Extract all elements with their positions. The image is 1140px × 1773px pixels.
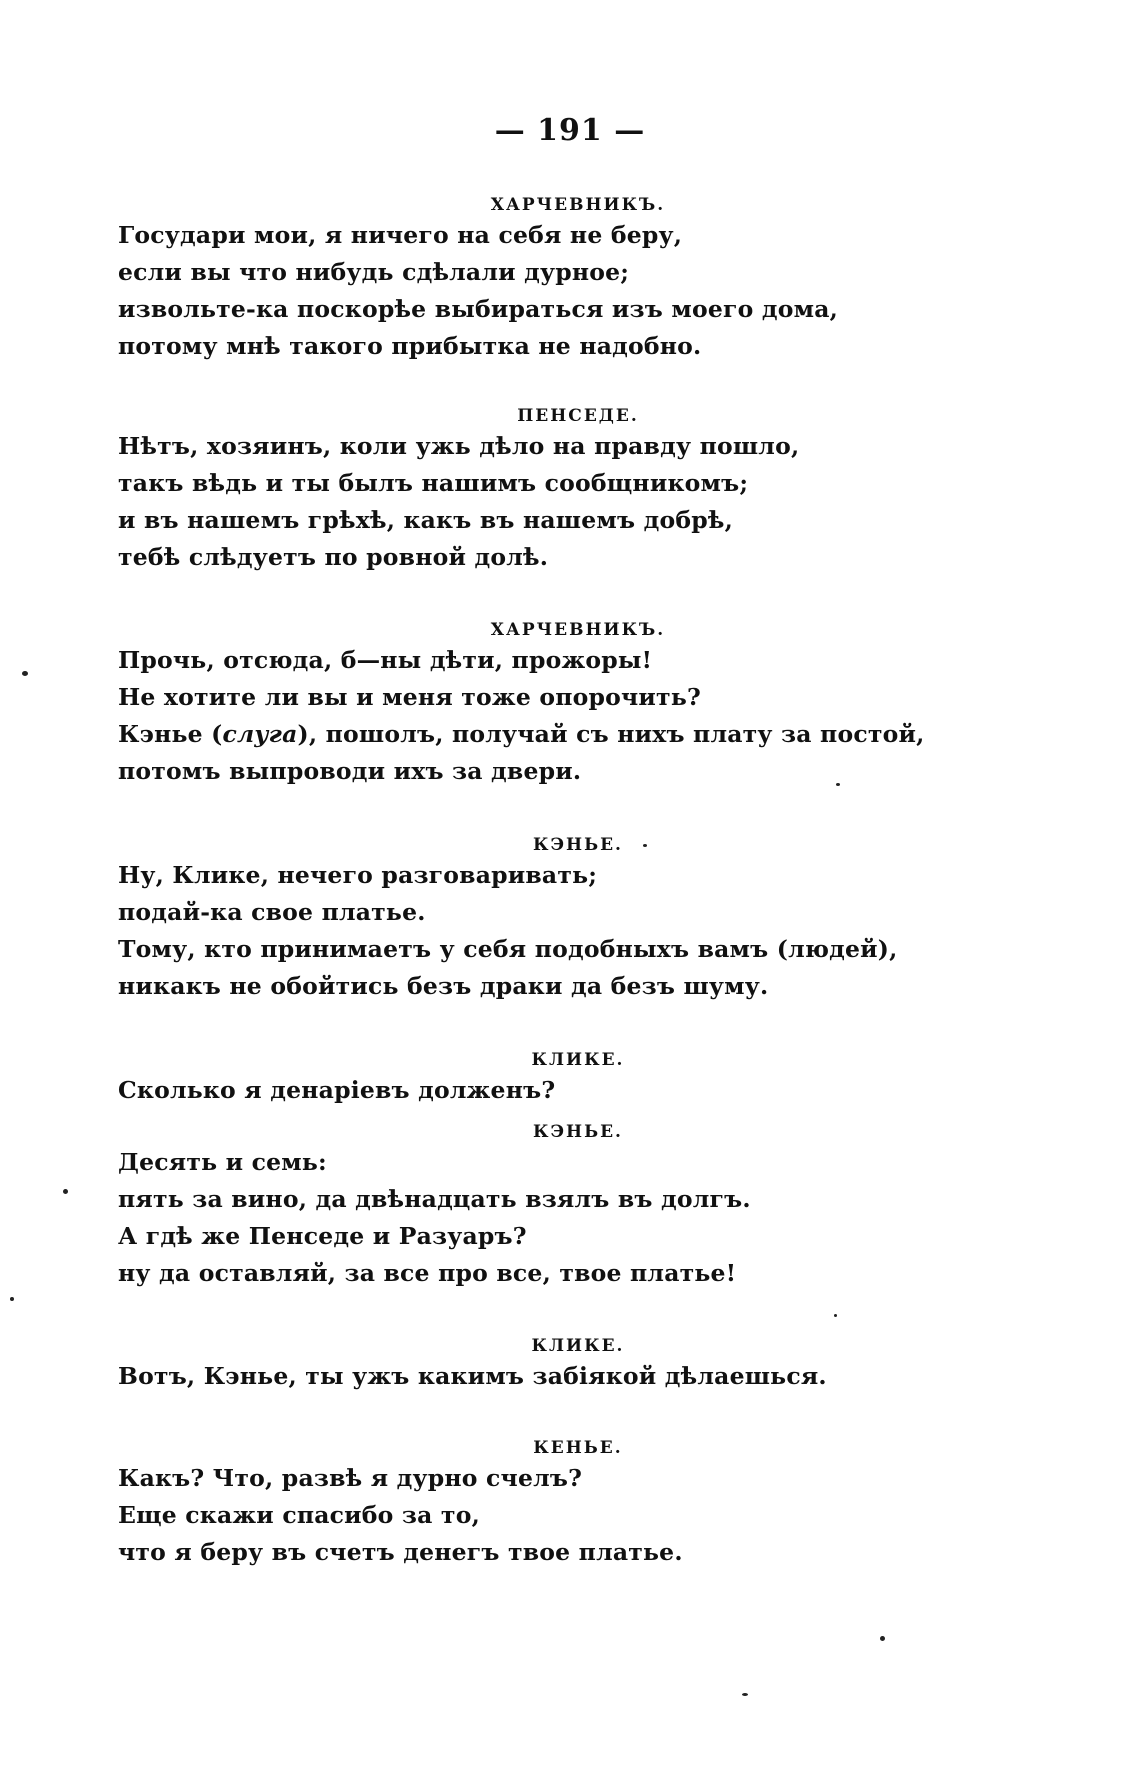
print-speck bbox=[22, 671, 28, 676]
print-speck bbox=[643, 844, 647, 847]
verse-line: Прочь, отсюда, б—ны дѣти, прожоры! bbox=[118, 646, 653, 674]
dialogue-block bbox=[118, 1120, 1038, 1292]
dialogue-block bbox=[118, 833, 1038, 1005]
verse-line: и въ нашемъ грѣхѣ, какъ въ нашемъ добрѣ, bbox=[118, 506, 733, 534]
verse-line: потому мнѣ такого прибытка не надобно. bbox=[118, 332, 702, 360]
verse-line: извольте-ка поскорѣе выбираться изъ моего дома, bbox=[118, 295, 839, 323]
speaker-name: ХАРЧЕВНИКЪ. bbox=[490, 620, 666, 640]
verse-line: ну да оставляй, за все про все, твое платье! bbox=[118, 1259, 737, 1287]
verse-line: пять за вино, да двѣнадцать взялъ въ долгъ. bbox=[118, 1185, 751, 1213]
verse-line: Какъ? Что, развѣ я дурно счелъ? bbox=[118, 1464, 583, 1492]
speaker-name: ХАРЧЕВНИКЪ. bbox=[490, 195, 666, 215]
print-speck bbox=[63, 1189, 68, 1194]
verse-line: Нѣтъ, хозяинъ, коли ужь дѣло на правду пошло, bbox=[118, 432, 800, 460]
print-speck bbox=[742, 1693, 748, 1696]
verse-line: А гдѣ же Пенседе и Разуаръ? bbox=[118, 1222, 527, 1250]
speaker-name: ПЕНСЕДЕ. bbox=[517, 406, 639, 426]
verse-line: Вотъ, Кэнье, ты ужъ какимъ забіякой дѣлаешься. bbox=[118, 1362, 827, 1390]
speaker-name: КЛИКЕ. bbox=[531, 1336, 625, 1356]
verse-line: Государи мои, я ничего на себя не беру, bbox=[118, 221, 683, 249]
italic-word: слуга bbox=[222, 720, 298, 748]
verse-line: Ну, Клике, нечего разговаривать; bbox=[118, 861, 598, 889]
dialogue-block bbox=[118, 193, 1038, 365]
verse-line: Сколько я денаріевъ долженъ? bbox=[118, 1076, 556, 1104]
verse-line: тебѣ слѣдуетъ по ровной долѣ. bbox=[118, 543, 549, 571]
dialogue-block bbox=[118, 1048, 1038, 1109]
dialogue-block bbox=[118, 1436, 1038, 1571]
verse-line: потомъ выпроводи ихъ за двери. bbox=[118, 757, 582, 785]
verse-line: что я беру въ счетъ денегъ твое платье. bbox=[118, 1538, 683, 1566]
speaker-name: КЭНЬЕ. bbox=[533, 1122, 623, 1142]
speaker-name: КЛИКЕ. bbox=[531, 1050, 625, 1070]
verse-line: Десять и семь: bbox=[118, 1148, 327, 1176]
verse-line: такъ вѣдь и ты былъ нашимъ сообщникомъ; bbox=[118, 469, 749, 497]
verse-line: подай-ка свое платье. bbox=[118, 898, 426, 926]
print-speck bbox=[10, 1297, 14, 1301]
print-speck bbox=[836, 783, 840, 786]
print-speck bbox=[880, 1636, 885, 1641]
verse-line: никакъ не обойтись безъ драки да безъ шуму. bbox=[118, 972, 769, 1000]
dialogue-block bbox=[118, 404, 1038, 576]
dialogue-block bbox=[118, 1334, 1038, 1395]
verse-line: Еще скажи спасибо за то, bbox=[118, 1501, 480, 1529]
verse-line: Не хотите ли вы и меня тоже опорочить? bbox=[118, 683, 701, 711]
verse-line: Кэнье (слуга), пошолъ, получай съ нихъ плату за постой, bbox=[118, 720, 925, 748]
speaker-name: КЭНЬЕ. bbox=[533, 835, 623, 855]
verse-line: если вы что нибудь сдѣлали дурное; bbox=[118, 258, 630, 286]
dialogue-block bbox=[118, 618, 1038, 790]
speaker-name: КЕНЬЕ. bbox=[533, 1438, 623, 1458]
print-speck bbox=[834, 1314, 837, 1317]
verse-line: Тому, кто принимаетъ у себя подобныхъ вамъ (людей), bbox=[118, 935, 898, 963]
page-number: — 191 — bbox=[494, 113, 646, 148]
